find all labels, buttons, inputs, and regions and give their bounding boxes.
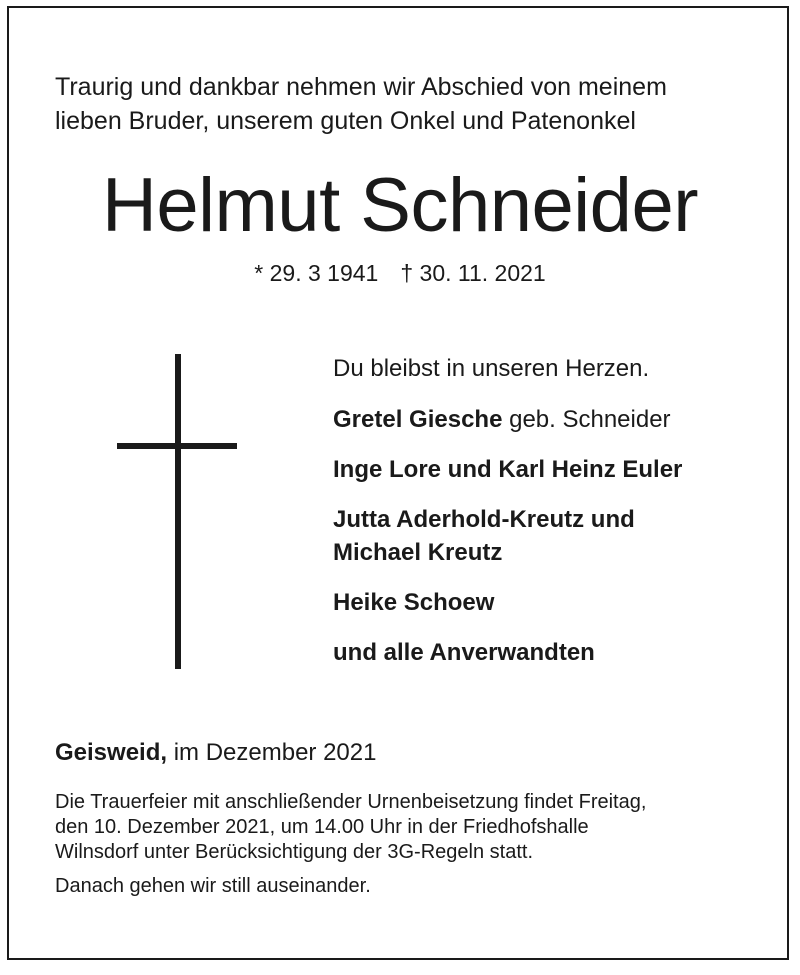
info-line-2: den 10. Dezember 2021, um 14.00 Uhr in der Friedhofshalle — [55, 816, 589, 838]
life-dates — [0, 258, 800, 288]
mourner-3-line-1: Jutta Aderhold-Kreutz und — [333, 506, 635, 533]
mourner-3 — [333, 503, 773, 569]
place-date: im Dezember 2021 — [167, 739, 377, 766]
mourner-5-name: und alle Anverwandten — [333, 639, 595, 666]
mourner-5 — [333, 636, 773, 669]
deceased-name: Helmut Schneider — [101, 163, 699, 248]
mourners-block — [333, 352, 773, 686]
intro-line-1: Traurig und dankbar nehmen wir Abschied von meinem — [55, 73, 667, 101]
birth-date: * 29. 3 1941 — [254, 260, 379, 286]
death-date: † 30. 11. 2021 — [400, 260, 546, 286]
mourner-1-suffix: geb. Schneider — [502, 406, 671, 433]
cross-vertical-bar — [175, 354, 181, 669]
place-town: Geisweid, — [55, 739, 168, 766]
mourner-2 — [333, 453, 773, 486]
mourner-2-name: Inge Lore und Karl Heinz Euler — [333, 456, 683, 483]
info-line-3: Wilnsdorf unter Berücksichtigung der 3G-Regeln statt. — [55, 841, 533, 863]
motto: Du bleibst in unseren Herzen. — [333, 355, 650, 382]
mourner-4 — [333, 586, 773, 619]
funeral-info — [55, 790, 765, 899]
mourner-3-line-2: Michael Kreutz — [333, 539, 503, 566]
mourner-4-name: Heike Schoew — [333, 589, 495, 616]
cross-horizontal-bar — [117, 443, 237, 449]
intro-text — [55, 70, 755, 138]
place-and-date — [55, 737, 755, 769]
info-closing: Danach gehen wir still auseinander. — [55, 875, 371, 897]
intro-line-2: lieben Bruder, unserem guten Onkel und Patenonkel — [55, 107, 636, 135]
mourner-1-name: Gretel Giesche — [333, 406, 503, 433]
info-line-1: Die Trauerfeier mit anschließender Urnenbeisetzung findet Freitag, — [55, 791, 647, 813]
mourner-1 — [333, 403, 773, 436]
